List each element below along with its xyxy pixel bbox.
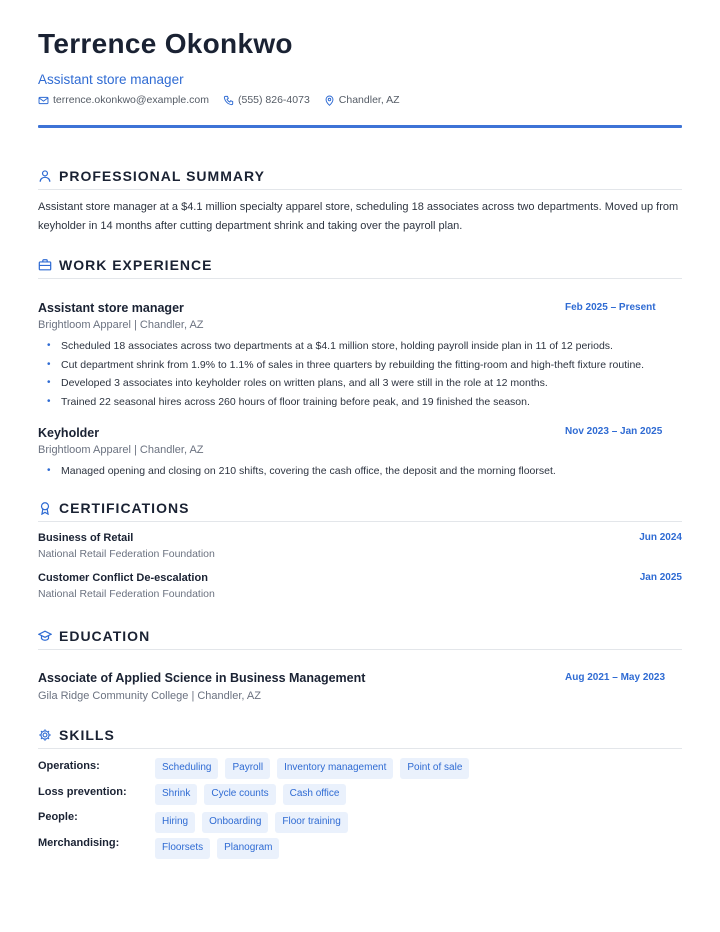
location-text: Chandler, AZ: [338, 94, 400, 106]
award-icon: [38, 501, 52, 515]
skill-tag: Shrink: [155, 784, 197, 805]
contact-email[interactable]: [38, 94, 209, 106]
skill-label: Operations:: [38, 760, 100, 772]
section-title-experience: WORK EXPERIENCE: [59, 257, 213, 273]
section-header-summary: [38, 168, 682, 190]
candidate-role: Assistant store manager: [38, 72, 184, 87]
skill-tags: [155, 784, 353, 805]
skill-row: [38, 786, 682, 808]
user-icon: [38, 169, 52, 183]
section-header-education: [38, 628, 682, 650]
contact-bar: [38, 94, 414, 106]
skill-tag: Floorsets: [155, 838, 210, 859]
skill-label: Merchandising:: [38, 837, 120, 849]
skill-tag: Cycle counts: [204, 784, 275, 805]
job-bullet: • Managed opening and closing on 210 shifts, covering the cash office, the deposit and the morning floorset.: [38, 462, 698, 481]
section-title-education: EDUCATION: [59, 628, 151, 644]
skill-tag: Planogram: [217, 838, 279, 859]
skill-label: People:: [38, 811, 78, 823]
job-bullet: • Scheduled 18 associates across two departments at a $4.1 million store, holding payroll inside plan in 11 of 12 periods.: [38, 337, 698, 356]
job-bullet: • Cut department shrink from 1.9% to 1.1% of sales in three quarters by rebuilding the fitting-room and high-theft fixture routine.: [38, 356, 698, 375]
skill-tag: Payroll: [225, 758, 270, 779]
job-title: Keyholder: [38, 426, 100, 440]
job-bullet: • Developed 3 associates into keyholder roles on written plans, and all 3 were still in the role at 12 months.: [38, 374, 698, 393]
skill-row: [38, 760, 682, 782]
job-dates: Feb 2025 – Present: [565, 302, 656, 313]
cert-name: Business of Retail: [38, 532, 134, 544]
cert-name: Customer Conflict De-escalation: [38, 572, 208, 584]
skill-tags: [155, 758, 476, 779]
graduation-cap-icon: [38, 629, 52, 643]
section-header-certifications: [38, 500, 682, 522]
skill-row: [38, 837, 682, 859]
cert-org: National Retail Federation Foundation: [38, 588, 215, 600]
skill-row: [38, 811, 682, 833]
job-dates: Nov 2023 – Jan 2025: [565, 426, 663, 437]
contact-phone[interactable]: [223, 94, 310, 106]
skill-tag: Inventory management: [277, 758, 393, 779]
skill-tags: [155, 838, 286, 859]
section-title-skills: SKILLS: [59, 727, 115, 743]
gear-icon: [38, 728, 52, 742]
job-title: Assistant store manager: [38, 301, 184, 315]
phone-text: (555) 826-4073: [237, 94, 310, 106]
skill-tag: Onboarding: [202, 812, 268, 833]
edu-degree: Associate of Applied Science in Business Management: [38, 671, 366, 685]
section-title-certifications: CERTIFICATIONS: [59, 500, 190, 516]
skill-tag: Hiring: [155, 812, 195, 833]
mail-icon: [38, 95, 49, 106]
edu-dates: Aug 2021 – May 2023: [565, 672, 666, 683]
edu-school: Gila Ridge Community College | Chandler, AZ: [38, 690, 261, 702]
section-header-skills: [38, 727, 682, 749]
contact-location: [324, 94, 400, 106]
job-org: Brightloom Apparel | Chandler, AZ: [38, 319, 204, 331]
job-bullets: [38, 462, 698, 481]
map-pin-icon: [324, 95, 335, 106]
cert-date: Jun 2024: [639, 532, 682, 543]
cert-org: National Retail Federation Foundation: [38, 548, 215, 560]
candidate-name: Terrence Okonkwo: [38, 28, 293, 59]
header-divider: [38, 125, 682, 128]
skill-tags: [155, 812, 355, 833]
briefcase-icon: [38, 258, 52, 272]
skill-tag: Cash office: [283, 784, 347, 805]
job-bullet: • Trained 22 seasonal hires across 260 hours of floor training before peak, and 19 finished the season.: [38, 393, 698, 412]
skill-tag: Floor training: [275, 812, 347, 833]
section-header-experience: [38, 257, 682, 279]
email-text: terrence.okonkwo@example.com: [53, 94, 209, 106]
cert-date: Jan 2025: [639, 572, 682, 583]
job-org: Brightloom Apparel | Chandler, AZ: [38, 444, 204, 456]
skill-tag: Scheduling: [155, 758, 218, 779]
summary-text: Assistant store manager at a $4.1 million specialty apparel store, scheduling 18 associates across two departments. Moved up from keyholder in 14 months after cutting department shrink and taking over the payroll plan.: [38, 201, 679, 232]
skill-label: Loss prevention:: [38, 786, 127, 798]
job-bullets: [38, 337, 698, 412]
section-title-summary: PROFESSIONAL SUMMARY: [59, 168, 265, 184]
skill-tag: Point of sale: [400, 758, 469, 779]
phone-icon: [223, 95, 234, 106]
